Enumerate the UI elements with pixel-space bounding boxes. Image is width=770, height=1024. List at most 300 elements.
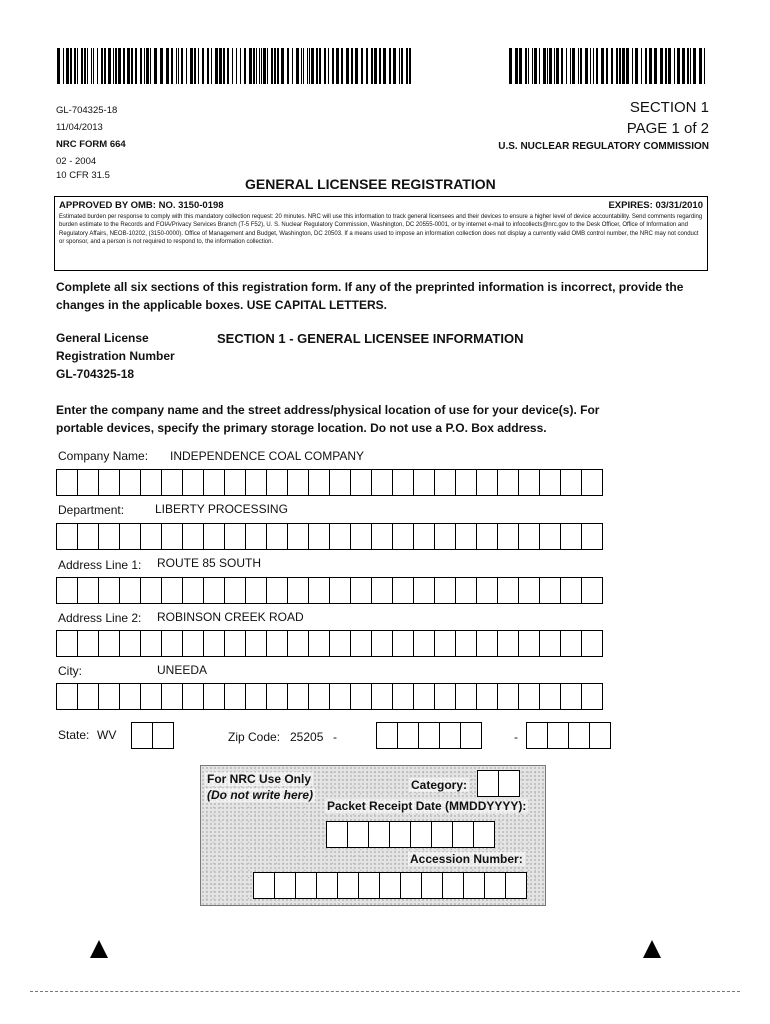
character-box[interactable] — [581, 469, 603, 496]
character-box[interactable] — [308, 577, 330, 604]
barcode-bar — [355, 48, 358, 84]
nrc-use-only-label: For NRC Use Only — [207, 772, 312, 786]
barcode-bar — [665, 48, 667, 84]
character-box[interactable] — [329, 683, 351, 710]
barcode-bar — [115, 48, 117, 84]
barcode-bar — [127, 48, 130, 84]
character-box[interactable] — [77, 630, 99, 657]
character-box[interactable] — [56, 523, 78, 550]
do-not-write-label: (Do not write here) — [207, 788, 314, 802]
barcode-bar — [87, 48, 88, 84]
character-box[interactable] — [518, 630, 540, 657]
barcode-bar — [649, 48, 652, 84]
barcode-bar — [176, 48, 177, 84]
barcode-bar — [622, 48, 625, 84]
barcode-bar — [135, 48, 137, 84]
barcode-bar — [309, 48, 310, 84]
barcode-bar — [259, 48, 260, 84]
character-box[interactable] — [140, 683, 162, 710]
barcode-bar — [554, 48, 555, 84]
character-box[interactable] — [266, 523, 288, 550]
barcode-left — [57, 48, 412, 84]
character-box[interactable] — [119, 523, 141, 550]
barcode-bar — [316, 48, 318, 84]
barcode-bar — [690, 48, 691, 84]
barcode-bar — [223, 48, 225, 84]
character-box[interactable] — [140, 523, 162, 550]
character-box[interactable] — [434, 683, 456, 710]
character-box[interactable] — [266, 630, 288, 657]
barcode-bar — [616, 48, 618, 84]
barcode-bar — [585, 48, 588, 84]
barcode-bar — [626, 48, 629, 84]
character-box[interactable] — [439, 722, 461, 749]
character-box[interactable] — [434, 523, 456, 550]
barcode-bar — [379, 48, 381, 84]
character-box[interactable] — [413, 577, 435, 604]
alignment-mark-right — [643, 940, 661, 958]
barcode-bar — [263, 48, 266, 84]
character-box[interactable] — [98, 630, 120, 657]
character-box[interactable] — [350, 577, 372, 604]
omb-approval: APPROVED BY OMB: NO. 3150-0198 — [59, 200, 224, 211]
barcode-bar — [104, 48, 106, 84]
city-value: UNEEDA — [157, 663, 208, 677]
character-box — [358, 872, 380, 899]
character-box[interactable] — [455, 469, 477, 496]
character-box[interactable] — [245, 630, 267, 657]
barcode-bar — [406, 48, 408, 84]
barcode-bar — [171, 48, 173, 84]
character-box[interactable] — [308, 469, 330, 496]
zip-code-value: 25205 — [290, 730, 324, 744]
department-boxes[interactable] — [56, 523, 602, 550]
barcode-bar — [525, 48, 527, 84]
barcode-bar — [166, 48, 169, 84]
character-box[interactable] — [203, 683, 225, 710]
character-box[interactable] — [98, 683, 120, 710]
character-box[interactable] — [182, 469, 204, 496]
barcode-bar — [154, 48, 157, 84]
character-box[interactable] — [350, 523, 372, 550]
character-box[interactable] — [119, 469, 141, 496]
character-box[interactable] — [392, 630, 414, 657]
barcode-bar — [70, 48, 72, 84]
character-box[interactable] — [560, 683, 582, 710]
barcode-bar — [674, 48, 675, 84]
character-box[interactable] — [224, 630, 246, 657]
character-box[interactable] — [161, 630, 183, 657]
character-box[interactable] — [329, 630, 351, 657]
character-box[interactable] — [434, 469, 456, 496]
barcode-bar — [303, 48, 304, 84]
character-box[interactable] — [371, 683, 393, 710]
character-box[interactable] — [224, 469, 246, 496]
form-date: 11/04/2013 — [56, 122, 103, 133]
character-box[interactable] — [119, 683, 141, 710]
character-box[interactable] — [539, 630, 561, 657]
instructions-line-2: changes in the applicable boxes. USE CAPITAL LETTERS. — [56, 298, 387, 312]
character-box — [379, 872, 401, 899]
character-box[interactable] — [539, 469, 561, 496]
barcode-bar — [81, 48, 83, 84]
character-box[interactable] — [350, 630, 372, 657]
character-box[interactable] — [518, 683, 540, 710]
barcode-bar — [232, 48, 233, 84]
barcode-bar — [534, 48, 537, 84]
character-box[interactable] — [56, 630, 78, 657]
barcode-bar — [101, 48, 103, 84]
character-box[interactable] — [308, 683, 330, 710]
character-box[interactable] — [350, 683, 372, 710]
character-box[interactable] — [497, 683, 519, 710]
character-box[interactable] — [581, 523, 603, 550]
section-label: SECTION 1 — [629, 99, 709, 116]
character-box — [410, 821, 432, 848]
character-box[interactable] — [266, 469, 288, 496]
character-box[interactable] — [460, 722, 482, 749]
character-box[interactable] — [182, 683, 204, 710]
character-box[interactable] — [371, 577, 393, 604]
character-box[interactable] — [224, 683, 246, 710]
character-box[interactable] — [119, 577, 141, 604]
character-box[interactable] — [161, 683, 183, 710]
character-box[interactable] — [581, 683, 603, 710]
character-box[interactable] — [497, 523, 519, 550]
character-box[interactable] — [224, 523, 246, 550]
character-box[interactable] — [77, 683, 99, 710]
barcode-bar — [341, 48, 343, 84]
address-instructions-line-1: Enter the company name and the street address/physical location of use for your device(s). For — [56, 403, 600, 417]
address-line-1-label: Address Line 1: — [58, 558, 142, 572]
character-box[interactable] — [455, 523, 477, 550]
barcode-bar — [198, 48, 199, 84]
character-box[interactable] — [497, 577, 519, 604]
barcode-bar — [108, 48, 111, 84]
barcode-bar — [547, 48, 548, 84]
character-box[interactable] — [413, 469, 435, 496]
barcode-bar — [253, 48, 255, 84]
nrc-use-only-box — [200, 765, 546, 906]
character-box[interactable] — [329, 523, 351, 550]
registration-label-1: General License — [56, 331, 149, 345]
barcode-bar — [215, 48, 218, 84]
character-box[interactable] — [152, 722, 174, 749]
character-box[interactable] — [497, 630, 519, 657]
barcode-bar — [693, 48, 696, 84]
character-box[interactable] — [119, 630, 141, 657]
barcode-bar — [654, 48, 657, 84]
barcode-bar — [140, 48, 142, 84]
character-box[interactable] — [245, 469, 267, 496]
barcode-bar — [219, 48, 222, 84]
accession-number-boxes — [253, 872, 526, 899]
barcode-bar — [93, 48, 94, 84]
barcode-bar — [249, 48, 252, 84]
character-box[interactable] — [568, 722, 590, 749]
barcode-bar — [311, 48, 314, 84]
barcode-bar — [113, 48, 114, 84]
barcode-bar — [236, 48, 237, 84]
character-box[interactable] — [581, 577, 603, 604]
character-box[interactable] — [560, 523, 582, 550]
character-box[interactable] — [308, 630, 330, 657]
zip-extension-boxes[interactable] — [526, 722, 610, 749]
company-name-boxes[interactable] — [56, 469, 602, 496]
character-box[interactable] — [434, 630, 456, 657]
barcode-bar — [519, 48, 522, 84]
character-box[interactable] — [392, 523, 414, 550]
character-box[interactable] — [56, 469, 78, 496]
character-box[interactable] — [77, 469, 99, 496]
character-box[interactable] — [560, 630, 582, 657]
registration-number: GL-704325-18 — [56, 367, 135, 381]
alignment-mark-left — [90, 940, 108, 958]
barcode-bar — [160, 48, 163, 84]
character-box[interactable] — [245, 577, 267, 604]
city-label: City: — [58, 664, 82, 678]
omb-expiration: EXPIRES: 03/31/2010 — [608, 200, 703, 211]
barcode-right — [509, 48, 709, 84]
character-box[interactable] — [518, 523, 540, 550]
address-line-1-value: ROUTE 85 SOUTH — [157, 556, 262, 570]
character-box[interactable] — [539, 577, 561, 604]
barcode-bar — [566, 48, 567, 84]
character-box[interactable] — [203, 630, 225, 657]
character-box — [484, 872, 506, 899]
department-value: LIBERTY PROCESSING — [155, 502, 288, 516]
barcode-bar — [194, 48, 196, 84]
character-box[interactable] — [371, 523, 393, 550]
instructions-line-1: Complete all six sections of this registration form. If any of the preprinted information is incorrect, provide the — [56, 280, 684, 294]
character-box[interactable] — [140, 577, 162, 604]
character-box — [477, 770, 499, 797]
character-box[interactable] — [476, 523, 498, 550]
character-box[interactable] — [203, 577, 225, 604]
barcode-bar — [596, 48, 598, 84]
character-box — [452, 821, 474, 848]
form-revision: 02 - 2004 — [56, 156, 97, 167]
barcode-bar — [641, 48, 642, 84]
character-box[interactable] — [497, 469, 519, 496]
character-box[interactable] — [287, 630, 309, 657]
barcode-bar — [190, 48, 193, 84]
character-box[interactable] — [98, 577, 120, 604]
character-box[interactable] — [392, 683, 414, 710]
character-box[interactable] — [287, 577, 309, 604]
character-box[interactable] — [308, 523, 330, 550]
barcode-bar — [606, 48, 608, 84]
character-box[interactable] — [140, 469, 162, 496]
character-box[interactable] — [77, 577, 99, 604]
barcode-bar — [307, 48, 308, 84]
zip-code-boxes[interactable] — [376, 722, 481, 749]
character-box[interactable] — [182, 630, 204, 657]
character-box[interactable] — [476, 683, 498, 710]
form-cfr: 10 CFR 31.5 — [56, 170, 110, 181]
barcode-bar — [123, 48, 125, 84]
barcode-bar — [543, 48, 546, 84]
character-box[interactable] — [182, 523, 204, 550]
barcode-bar — [515, 48, 518, 84]
barcode-bar — [324, 48, 326, 84]
barcode-bar — [277, 48, 279, 84]
barcode-bar — [570, 48, 571, 84]
character-box[interactable] — [547, 722, 569, 749]
character-box[interactable] — [589, 722, 611, 749]
category-label: Category: — [411, 778, 468, 792]
character-box[interactable] — [245, 683, 267, 710]
barcode-bar — [572, 48, 575, 84]
barcode-bar — [332, 48, 334, 84]
page-bottom-rule — [30, 991, 740, 992]
barcode-bar — [287, 48, 289, 84]
character-box[interactable] — [161, 577, 183, 604]
barcode-bar — [401, 48, 403, 84]
character-box[interactable] — [77, 523, 99, 550]
barcode-bar — [74, 48, 76, 84]
barcode-bar — [301, 48, 302, 84]
barcode-bar — [593, 48, 594, 84]
character-box[interactable] — [287, 683, 309, 710]
barcode-bar — [97, 48, 98, 84]
barcode-bar — [549, 48, 552, 84]
character-box[interactable] — [56, 577, 78, 604]
character-box — [442, 872, 464, 899]
character-box[interactable] — [203, 469, 225, 496]
character-box[interactable] — [376, 722, 398, 749]
character-box — [463, 872, 485, 899]
character-box — [400, 872, 422, 899]
character-box[interactable] — [266, 683, 288, 710]
packet-receipt-date-boxes — [326, 821, 494, 848]
character-box[interactable] — [266, 577, 288, 604]
character-box — [505, 872, 527, 899]
address-line-2-boxes[interactable] — [56, 630, 602, 657]
character-box[interactable] — [329, 577, 351, 604]
barcode-bar — [389, 48, 391, 84]
barcode-bar — [346, 48, 349, 84]
barcode-bar — [207, 48, 209, 84]
character-box[interactable] — [476, 577, 498, 604]
character-box — [326, 821, 348, 848]
character-box[interactable] — [413, 683, 435, 710]
character-box — [274, 872, 296, 899]
barcode-bar — [532, 48, 533, 84]
character-box[interactable] — [371, 469, 393, 496]
character-box[interactable] — [434, 577, 456, 604]
character-box — [316, 872, 338, 899]
character-box[interactable] — [560, 469, 582, 496]
character-box[interactable] — [203, 523, 225, 550]
character-box[interactable] — [98, 469, 120, 496]
character-box[interactable] — [418, 722, 440, 749]
character-box[interactable] — [455, 683, 477, 710]
character-box[interactable] — [161, 523, 183, 550]
barcode-bar — [267, 48, 268, 84]
barcode-bar — [77, 48, 78, 84]
character-box — [421, 872, 443, 899]
address-line-2-label: Address Line 2: — [58, 611, 142, 625]
character-box[interactable] — [518, 469, 540, 496]
barcode-bar — [63, 48, 64, 84]
character-box[interactable] — [413, 523, 435, 550]
character-box[interactable] — [245, 523, 267, 550]
character-box[interactable] — [455, 577, 477, 604]
barcode-bar — [296, 48, 299, 84]
character-box — [337, 872, 359, 899]
barcode-bar — [677, 48, 680, 84]
character-box[interactable] — [397, 722, 419, 749]
character-box[interactable] — [392, 469, 414, 496]
barcode-bar — [687, 48, 689, 84]
barcode-bar — [319, 48, 321, 84]
barcode-bar — [509, 48, 512, 84]
character-box[interactable] — [56, 683, 78, 710]
category-boxes — [477, 770, 519, 797]
character-box[interactable] — [539, 683, 561, 710]
character-box[interactable] — [371, 630, 393, 657]
barcode-bar — [202, 48, 204, 84]
character-box[interactable] — [518, 577, 540, 604]
character-box[interactable] — [140, 630, 162, 657]
character-box[interactable] — [560, 577, 582, 604]
barcode-bar — [399, 48, 400, 84]
address-line-1-boxes[interactable] — [56, 577, 602, 604]
character-box[interactable] — [476, 469, 498, 496]
character-box[interactable] — [287, 523, 309, 550]
company-name-value: INDEPENDENCE COAL COMPANY — [170, 449, 365, 463]
barcode-bar — [556, 48, 559, 84]
city-boxes[interactable] — [56, 683, 602, 710]
character-box[interactable] — [224, 577, 246, 604]
character-box — [389, 821, 411, 848]
character-box[interactable] — [581, 630, 603, 657]
character-box[interactable] — [131, 722, 153, 749]
character-box[interactable] — [476, 630, 498, 657]
character-box[interactable] — [182, 577, 204, 604]
character-box[interactable] — [526, 722, 548, 749]
character-box[interactable] — [287, 469, 309, 496]
character-box — [473, 821, 495, 848]
character-box[interactable] — [539, 523, 561, 550]
form-name: NRC FORM 664 — [56, 139, 126, 150]
barcode-bar — [181, 48, 183, 84]
barcode-bar — [146, 48, 149, 84]
registration-label-2: Registration Number — [56, 349, 175, 363]
character-box[interactable] — [392, 577, 414, 604]
barcode-bar — [57, 48, 60, 84]
barcode-bar — [361, 48, 363, 84]
character-box[interactable] — [161, 469, 183, 496]
character-box[interactable] — [455, 630, 477, 657]
barcode-bar — [118, 48, 121, 84]
barcode-bar — [261, 48, 262, 84]
state-boxes[interactable] — [131, 722, 173, 749]
character-box[interactable] — [329, 469, 351, 496]
barcode-bar — [281, 48, 284, 84]
character-box[interactable] — [98, 523, 120, 550]
character-box[interactable] — [350, 469, 372, 496]
omb-burden-statement: Estimated burden per response to comply with this mandatory collection request: 20 minutes. NRC will use this information to track general licensees and their devices to ensure a higher level of device accountability. Send comments regarding burden estimate to the Records and FOIA/Privacy Services Branch (T-5 F52), U. S. Nuclear Regulatory Commission, Washington, DC 20555-0001, or by internet e-mail to infocollects@nrc.gov to the Desk Officer, Office of Information and Regulatory Affairs, NEOB-10202, (3150-0000). Office of Management and Budget, Washington, DC 20503. If a means used to impose an information collection does not display a currently valid OMB control number, the NRC may not conduct or sponsor, and a person is not required to respond to, the information collection. — [59, 214, 703, 245]
character-box[interactable] — [413, 630, 435, 657]
barcode-bar — [699, 48, 702, 84]
form-title: GENERAL LICENSEE REGISTRATION — [245, 176, 496, 192]
barcode-bar — [91, 48, 92, 84]
section-title: SECTION 1 - GENERAL LICENSEE INFORMATION — [217, 331, 524, 346]
barcode-bar — [292, 48, 293, 84]
state-label: State: — [58, 728, 90, 742]
